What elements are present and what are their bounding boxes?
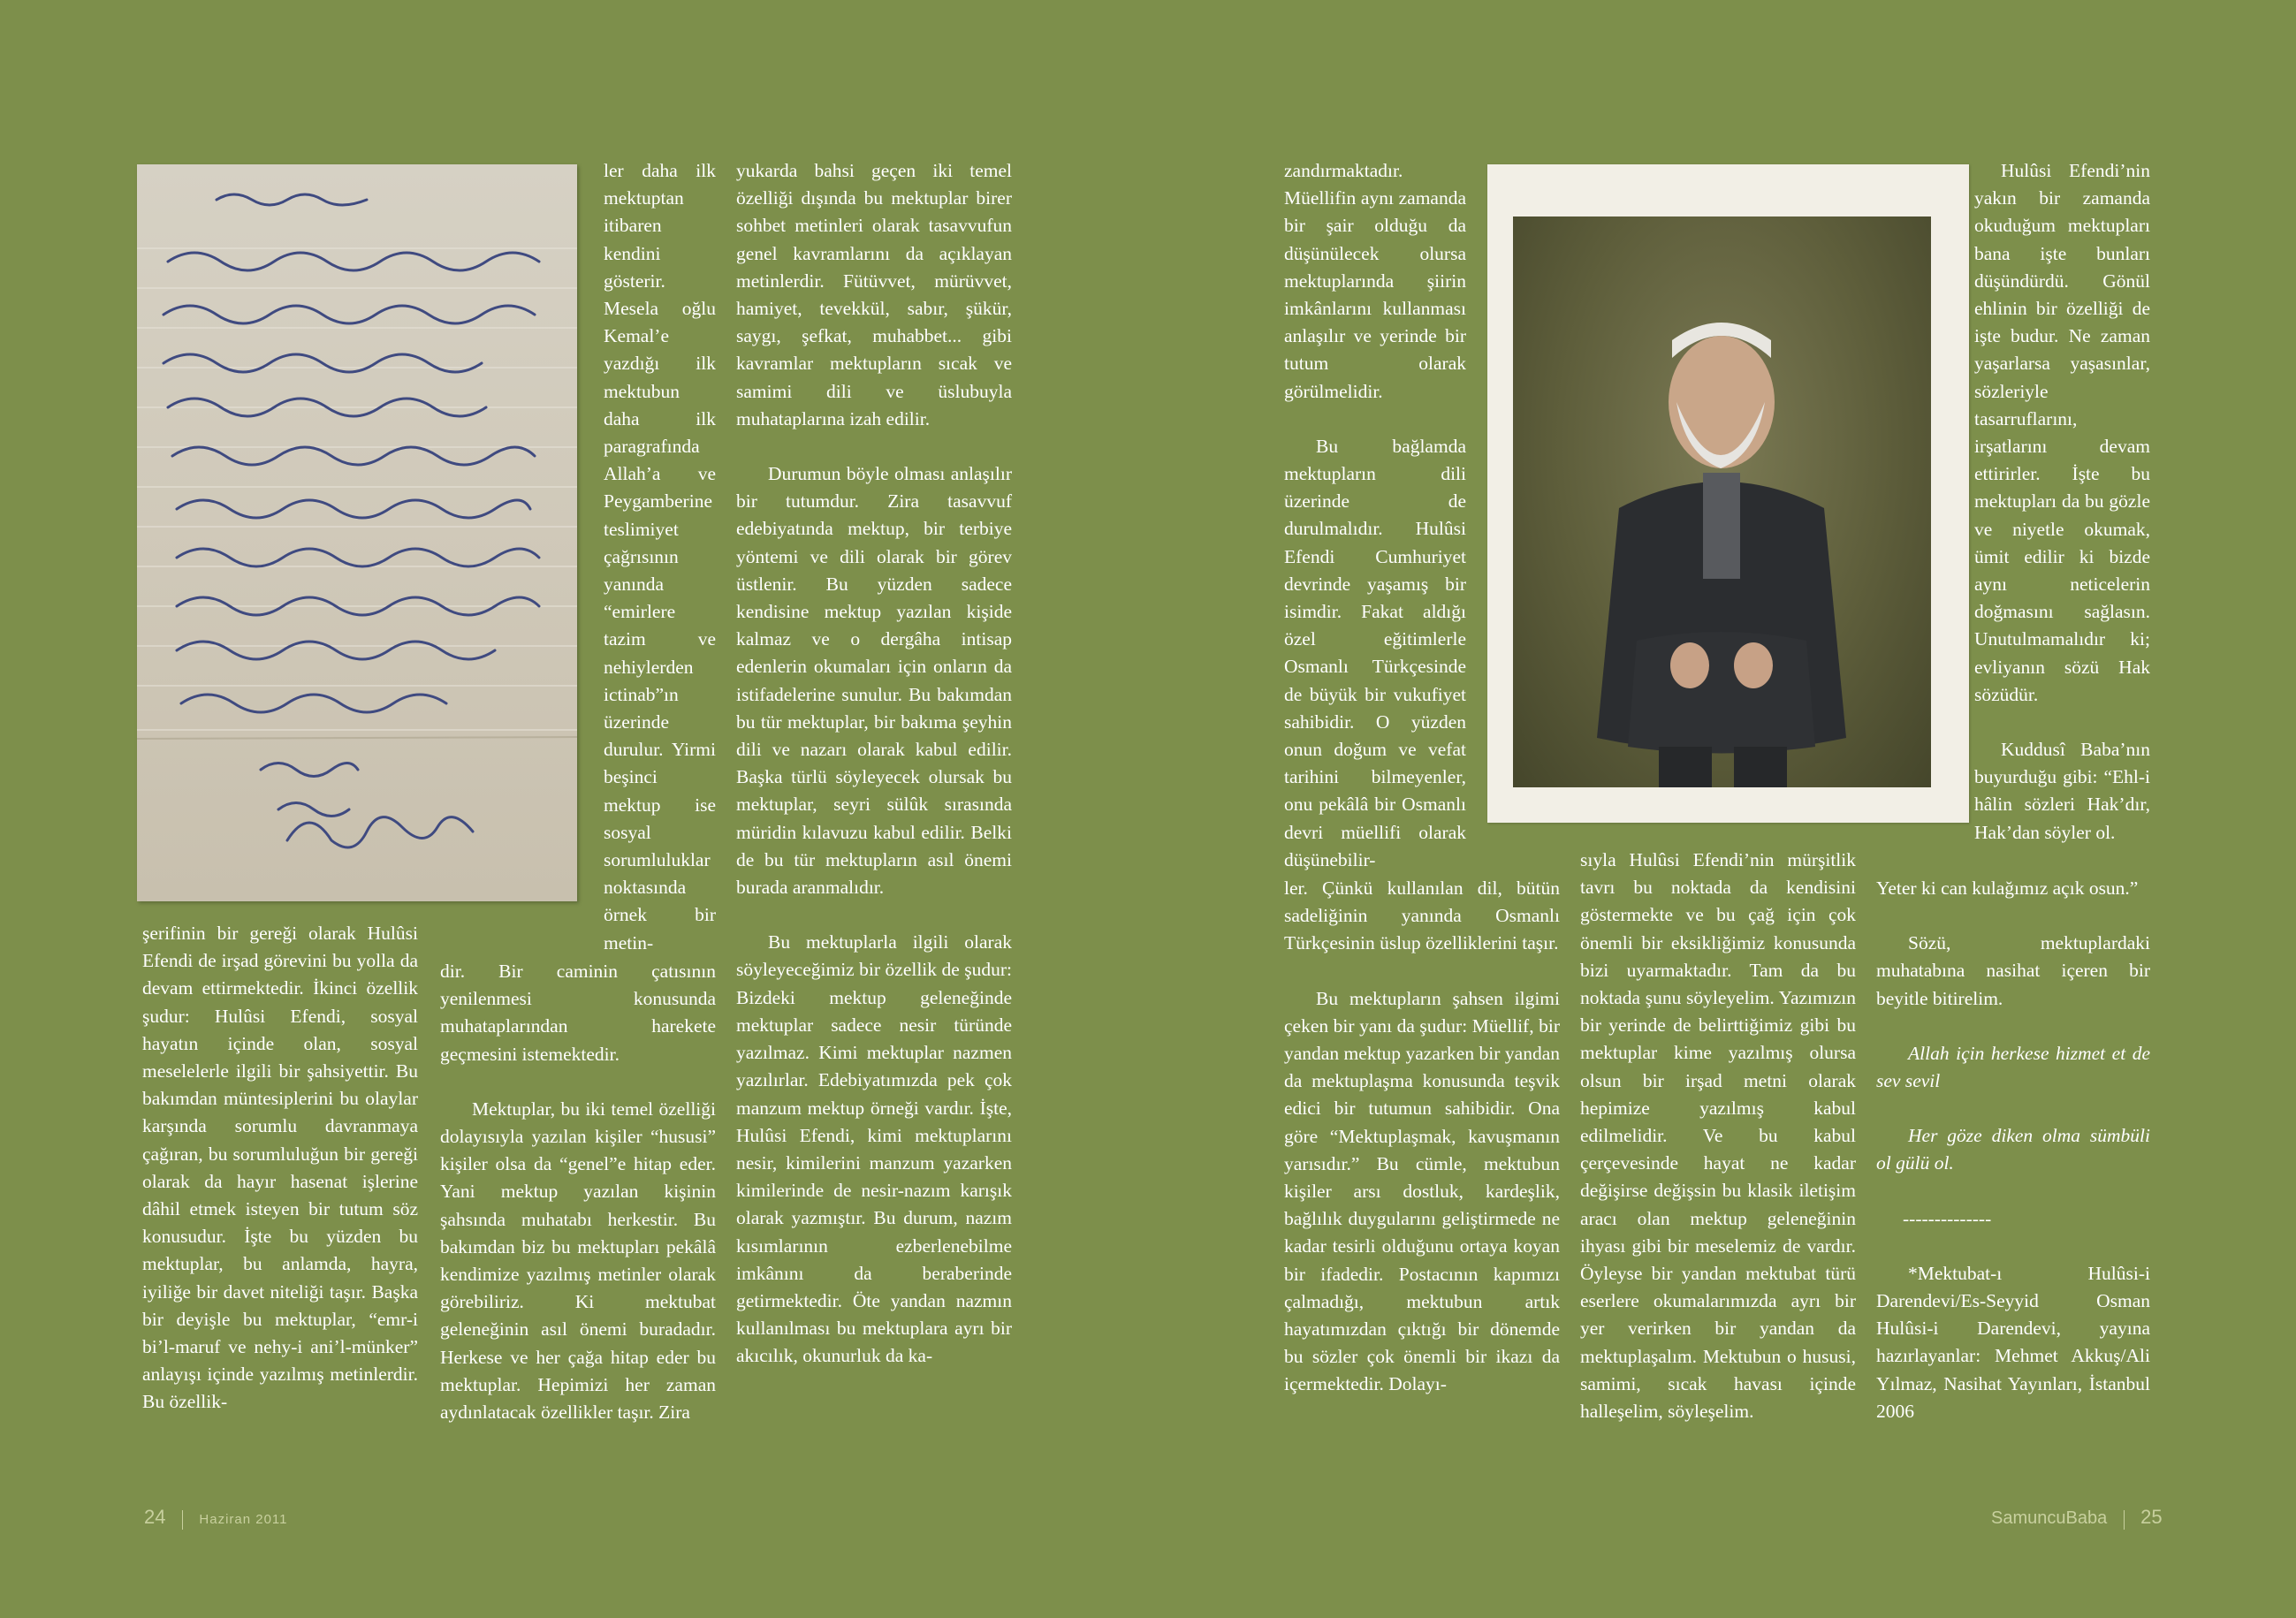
issue-date: Haziran 2011 (199, 1512, 288, 1527)
column-4-lower (1284, 875, 1560, 1399)
poem-line-2: Her göze diken olma sümbüli ol gülü ol. (1876, 1125, 2150, 1174)
column-5 (1580, 847, 1856, 1425)
col4-paragraph-3: ler. Çünkü kullanılan dil, bütün sadeliğinin yanında Osmanlı Türkçesinin üslup özelliklerini taşır. (1284, 877, 1560, 954)
footer-left (144, 1506, 288, 1530)
page-number-left: 24 (144, 1506, 166, 1528)
col4-paragraph-4: Bu mektupların şahsen ilgimi çeken bir yanı da şudur: Müellif, bir yandan mektup yazarken bir yandan da mektuplaşma konusunda teşvik edici bir tutumun sahibidir. Ona göre “Mektuplaşmak, kavuşmanın yarısıdır.” Bu cümle, mektubun kişiler arsı dostluk, kardeşlik, bağlılık duygularını geliştirmede ne kadar tesirli olduğunu ortaya koyan bir ifadedir. Postacının kapımızı çalmadığı, mektubun artık hayatımızdan çıktığı bir dönemde bu sözler çok önemli bir ikazı da içermektedir. Dolayı- (1284, 987, 1560, 1395)
page-number-right: 25 (2140, 1506, 2163, 1528)
col1-paragraph-1: şerifinin bir gereği olarak Hulûsi Efendi de irşad görevini bu yolla da devam ettirmektedir. İkinci özellik şudur: Hulûsi Efendi, sosyal hayatın içinde olan, sosyal meselelerle ilgili bir şahsiyettir. Bu bakımdan müntesiplerini bu olaylar karşında sorumlu davranmaya çağıran, bu sorumluluğun bir gereği olarak da hayır hasenat işlerine dâhil etmek isteyen bir tutum söz konusudur. İşte bu yüzden bu mektuplar, bu anlamda, hayra, iyiliğe bir davet niteliği taşır. Başka bir deyişle bu mektuplar, “emr-i bi’l-maruf ve nehy-i ani’l-münker” anlayışı içinde yazılmış metinlerdir. Bu özellik- (142, 923, 418, 1413)
poem-line-1: Allah için herkese hizmet et de sev sevil (1876, 1042, 2150, 1092)
column-2-lower (440, 958, 716, 1426)
seated-man-drawing (1513, 216, 1931, 787)
col6-paragraph-4: Sözü, mektuplardaki muhatabına nasihat içeren bir beyitle bitirelim. (1876, 932, 2150, 1009)
col2-paragraph-2: Mektuplar, bu iki temel özelliği dolayısıyla yazılan kişiler “hususi” kişiler olsa da “genel”e hitap eder. Yani mektup yazılan kişinin şahsında muhatabı herkestir. Bu bakımdan biz bu mektupları pekâlâ kendimize yazılmış metinler olarak görebiliriz. Ki mektubat geleneğinin asıl önemi buradadır. Herkese ve her çağa hitap eder bu mektuplar. Hepimizi her zaman aydınlatacak özellikler taşır. Zira (440, 1098, 716, 1424)
col3-paragraph-1: yukarda bahsi geçen iki temel özelliği dışında bu mektuplar birer sohbet metinleri olarak tasavvufun genel kavramlarını da açıklayan metinlerdir. Fütüvvet, mürüvvet, hamiyet, tevekkül, sabır, şükür, saygı, şefkat, muhabbet... gibi kavramlar mektupların sıcak ve samimi dili ve üslubuyla muhataplarına izah edilir. (736, 160, 1012, 429)
col2-paragraph-continued: ler daha ilk mektuptan itibaren kendini gösterir. Mesela oğlu Kemal’e yazdığı ilk mektubun daha ilk paragrafında Allah’a ve Peygamberine teslimiyet çağrısının yanında “emirlere tazim ve nehiylerden ictinab”ın üzerinde durulur. Yirmi beşinci mektup ise sosyal sorumluluklar noktasında örnek bir metin- (604, 160, 716, 953)
footer-right (1991, 1506, 2163, 1530)
col2-paragraph-1: dir. Bir caminin çatısının yenilenmesi konusunda muhataplarından harekete geçmesini istemektedir. (440, 961, 716, 1065)
divider-line: -------------- (1903, 1207, 1992, 1229)
handwriting-drawing (137, 164, 577, 901)
column-6-lower (1876, 875, 2150, 1425)
col4-paragraph-1: zandırmaktadır. Müellifin aynı zamanda bir şair olduğu da düşünülecek olursa mektuplarında şiirin imkânlarını kullanması anlaşılır ve yerinde bir tutum olarak görülmelidir. (1284, 160, 1466, 402)
column-1 (142, 920, 418, 1417)
col6-paragraph-3: Yeter ki can kulağımız açık osun.” (1876, 877, 2139, 899)
col3-paragraph-3: Bu mektuplarla ilgili olarak söyleyeceğimiz bir özellik de şudur: Bizdeki mektup geleneğinde mektuplar sadece nesir türünde yazılmaz. Kimi mektuplar nazmen yazılırlar. Edebiyatımızda pek çok manzum mektup örneği vardır. İşte, Hulûsi Efendi, kimi mektuplarını nesir, kimilerini manzum yazarken kimilerinde de nesir-nazım karışık olarak yazmıştır. Bu durum, nazım kısımlarının ezberlenebilme imkânını da beraberinde getirmektedir. Öte yandan nazmın kullanılması bu mektuplara ayrı bir akıcılık, okunurluk da ka- (736, 931, 1012, 1367)
col6-paragraph-1: Hulûsi Efendi’nin yakın bir zamanda okuduğum mektupları bana işte bunları düşündürdü. Gönül ehlinin bir özelliği de işte budur. Ne zaman yaşarlarsa yaşasınlar, sözleriyle tasarruflarını, irşatlarını devam ettirirler. İşte bu mektupları da bu gözle ve niyetle okumak, ümit edilir ki bizde aynı neticelerin doğmasını sağlasın. Unutulmamalıdır ki; evliyanın sözü Hak sözüdür. (1974, 160, 2150, 705)
col3-paragraph-2: Durumun böyle olması anlaşılır bir tutumdur. Zira tasavvuf edebiyatında mektup, bir terbiye yöntemi ve dili olarak bir görev üstlenir. Bu yüzden sadece kendisine mektup yazılan kişide kalmaz ve o dergâha intisap edenlerin okumaları için onların da istifadelerine sunulur. Bu bakımdan bu tür mektuplar, bir bakıma şeyhin dili ve nazarı olarak kabul edilir. Başka türlü söyleyecek olursak bu mektuplar, seyri sülûk sırasında müridin kılavuzu kabul edilir. Belki de bu tür mektupların asıl önemi burada aranmalıdır. (736, 463, 1012, 899)
column-6-upper (1974, 157, 2150, 847)
handwritten-letter-image (137, 164, 577, 901)
footnote: *Mektubat-ı Hulûsi-i Darendevi/Es-Seyyid Osman Hulûsi-i Darendevi, yayına hazırlayanlar: Mehmet Akkuş/Ali Yılmaz, Nasihat Yayınları, İstanbul 2006 (1876, 1262, 2150, 1422)
column-3 (736, 157, 1012, 1371)
col4-paragraph-2: Bu bağlamda mektupların dili üzerinde de durulmalıdır. Hulûsi Efendi Cumhuriyet devrinde yaşamış bir isimdir. Fakat aldığı özel eğitimlerle Osmanlı Türkçesinde de büyük bir vukufiyet sahibidir. O yüzden onun doğum ve vefat tarihini bilmeyenler, onu pekâlâ bir Osmanlı devri müellifi olarak düşünebilir- (1284, 435, 1466, 870)
brand-logo: SamuncuBaba (1991, 1508, 2108, 1528)
footer-separator (182, 1510, 183, 1530)
column-2-upper (604, 157, 716, 957)
col5-paragraph-1: sıyla Hulûsi Efendi’nin mürşitlik tavrı bu noktada da kendisini göstermekte ve bu çağ için çok önemli bir eksikliğimiz konusunda bizi uyarmaktadır. Tam da bu noktada şunu söyleyelim. Yazımızın bir yerinde de belirttiğimiz gibi bu mektuplar kime yazılmış olursa olsun bir irşad metni olarak hepimize yazılmış kabul edilmelidir. Ve bu kabul çerçevesinde hayat ne kadar değişirse değişsin bu klasik iletişim aracı olan mektup geleneğinin ihyası gibi bir meselemiz de vardır. Öyleyse bir yandan mektubat türü eserlere okumalarımızda ayrı bir yer verirken bir yandan da mektuplaşalım. Mektubun o hususi, samimi, sıcak havası içinde halleşelim, söyleşelim. (1580, 849, 1856, 1423)
footer-separator-right (2124, 1510, 2125, 1530)
portrait-photo (1513, 216, 1931, 787)
column-4-upper (1284, 157, 1466, 874)
col6-paragraph-2: Kuddusî Baba’nın buyurduğu gibi: “Ehl-i hâlin sözleri Hak’dır, Hak’dan söyler ol. (1974, 739, 2150, 843)
